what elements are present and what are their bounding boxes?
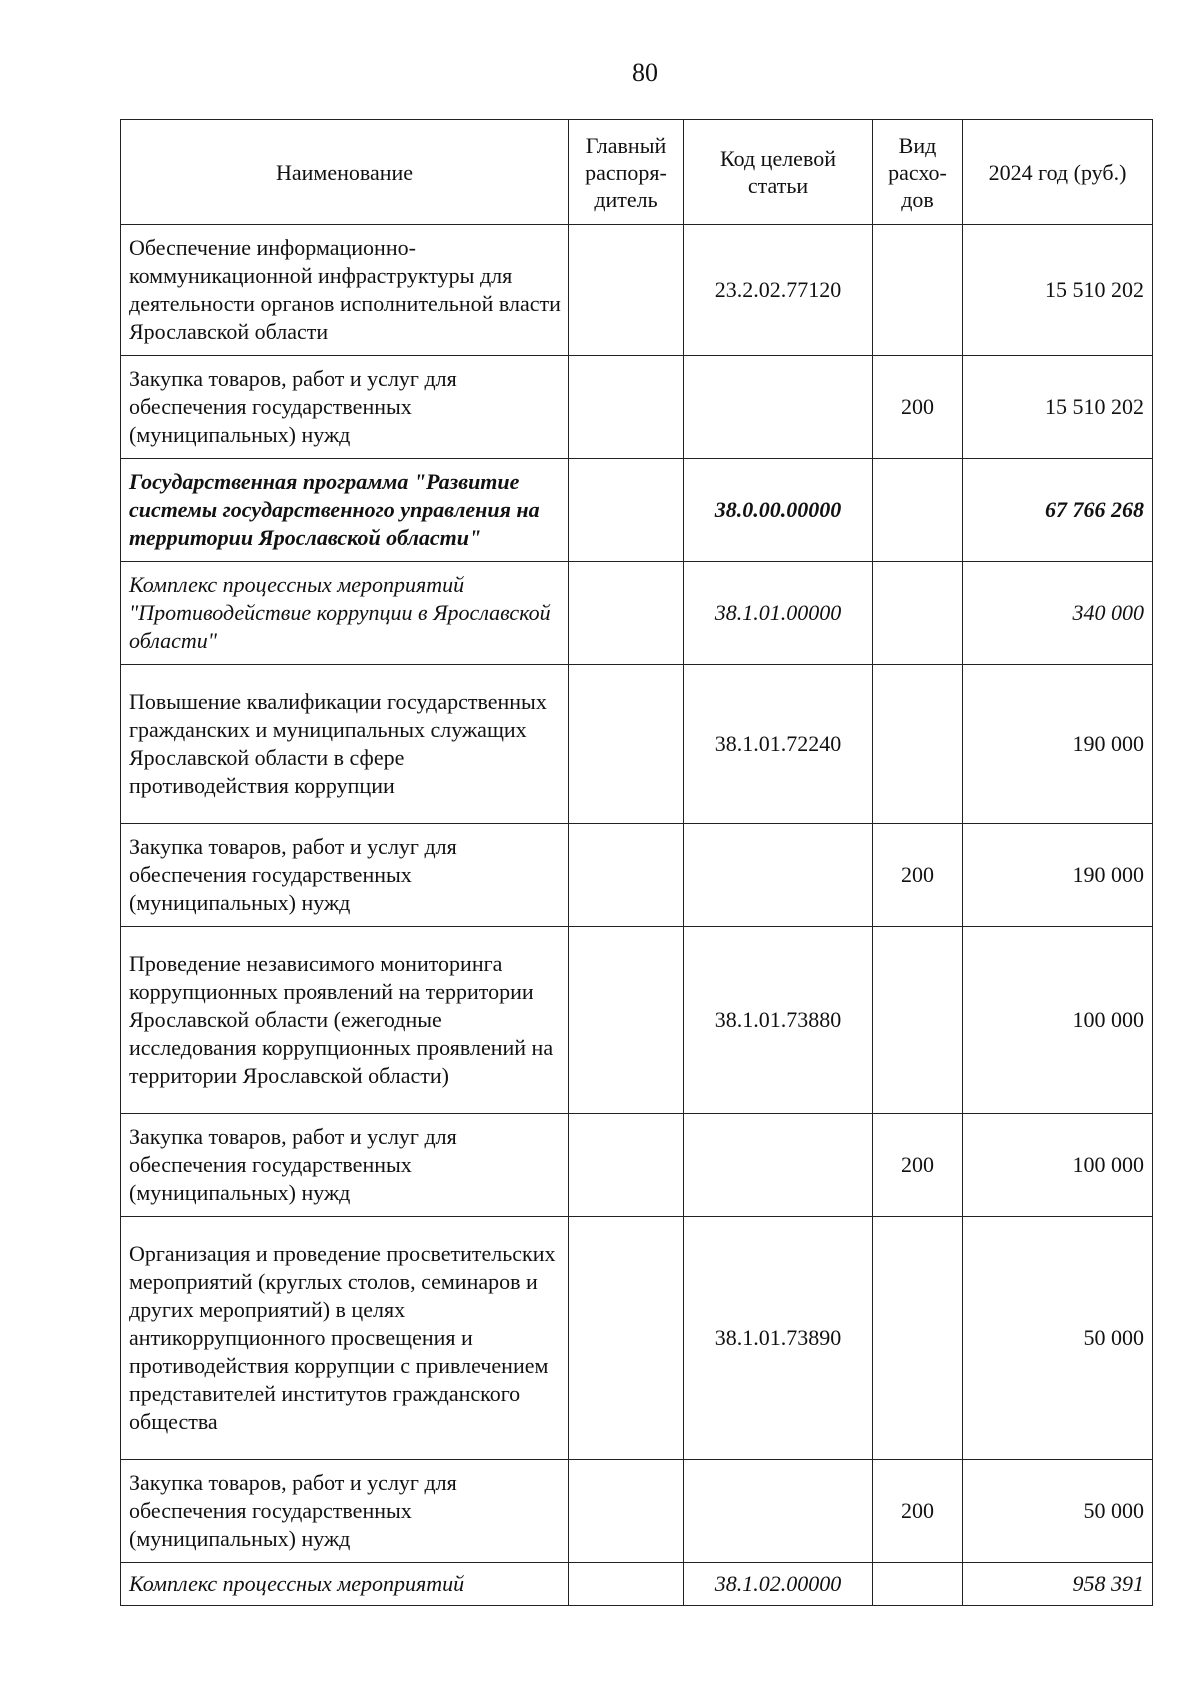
row-admin xyxy=(569,1563,684,1606)
row-name: Повышение квалификации государственных гражданских и муниципальных служащих Ярославской области в сфере противодействия коррупции xyxy=(121,665,569,824)
row-name: Организация и проведение просветительских мероприятий (круглых столов, семинаров и других мероприятий) в целях антикоррупционного просвещения и противодействия коррупции с привлечением представителей институтов гражданского общества xyxy=(121,1217,569,1460)
row-name: Комплекс процессных мероприятий xyxy=(121,1563,569,1606)
row-amount: 67 766 268 xyxy=(963,459,1153,562)
row-type: 200 xyxy=(873,824,963,927)
row-code: 38.1.01.72240 xyxy=(684,665,873,824)
row-name: Закупка товаров, работ и услуг для обеспечения государственных (муниципальных) нужд xyxy=(121,356,569,459)
row-admin xyxy=(569,1217,684,1460)
row-amount: 50 000 xyxy=(963,1460,1153,1563)
row-type xyxy=(873,927,963,1114)
row-code: 38.1.01.00000 xyxy=(684,562,873,665)
row-amount: 100 000 xyxy=(963,927,1153,1114)
row-type xyxy=(873,459,963,562)
row-type xyxy=(873,1217,963,1460)
row-type: 200 xyxy=(873,1114,963,1217)
header-type: Вид расхо-дов xyxy=(873,120,963,225)
row-amount: 100 000 xyxy=(963,1114,1153,1217)
table-row-complex xyxy=(121,1563,1153,1606)
budget-table xyxy=(120,119,1153,1606)
row-code: 38.1.01.73880 xyxy=(684,927,873,1114)
row-code: 23.2.02.77120 xyxy=(684,225,873,356)
row-admin xyxy=(569,824,684,927)
row-admin xyxy=(569,356,684,459)
row-amount: 340 000 xyxy=(963,562,1153,665)
row-code xyxy=(684,1460,873,1563)
table-row xyxy=(121,356,1153,459)
page-number: 80 xyxy=(632,58,658,87)
row-type: 200 xyxy=(873,1460,963,1563)
row-amount: 15 510 202 xyxy=(963,356,1153,459)
row-admin xyxy=(569,459,684,562)
table-row xyxy=(121,665,1153,824)
table-row xyxy=(121,1114,1153,1217)
table-row xyxy=(121,1460,1153,1563)
header-amount: 2024 год (руб.) xyxy=(963,120,1153,225)
row-name: Проведение независимого мониторинга коррупционных проявлений на территории Ярославской области (ежегодные исследования коррупционных проявлений на территории Ярославской области) xyxy=(121,927,569,1114)
row-name: Закупка товаров, работ и услуг для обеспечения государственных (муниципальных) нужд xyxy=(121,824,569,927)
row-code xyxy=(684,356,873,459)
table-row-complex xyxy=(121,562,1153,665)
table-row xyxy=(121,1217,1153,1460)
row-amount: 958 391 xyxy=(963,1563,1153,1606)
row-name: Закупка товаров, работ и услуг для обеспечения государственных (муниципальных) нужд xyxy=(121,1460,569,1563)
row-admin xyxy=(569,927,684,1114)
row-admin xyxy=(569,1460,684,1563)
row-admin xyxy=(569,562,684,665)
row-amount: 190 000 xyxy=(963,665,1153,824)
table-row xyxy=(121,927,1153,1114)
row-name: Закупка товаров, работ и услуг для обеспечения государственных (муниципальных) нужд xyxy=(121,1114,569,1217)
row-code xyxy=(684,1114,873,1217)
row-admin xyxy=(569,665,684,824)
table-header-row xyxy=(121,120,1153,225)
row-code: 38.1.02.00000 xyxy=(684,1563,873,1606)
header-name: Наименование xyxy=(121,120,569,225)
table-row xyxy=(121,225,1153,356)
row-type xyxy=(873,225,963,356)
header-code: Код целевой статьи xyxy=(684,120,873,225)
row-name: Обеспечение информационно-коммуникационной инфраструктуры для деятельности органов исполнительной власти Ярославской области xyxy=(121,225,569,356)
row-name: Государственная программа "Развитие системы государственного управления на территории Ярославской области" xyxy=(121,459,569,562)
row-type xyxy=(873,665,963,824)
table-row xyxy=(121,824,1153,927)
row-amount: 190 000 xyxy=(963,824,1153,927)
row-admin xyxy=(569,225,684,356)
table-row-program xyxy=(121,459,1153,562)
row-amount: 15 510 202 xyxy=(963,225,1153,356)
header-admin: Главный распоря-дитель xyxy=(569,120,684,225)
row-code xyxy=(684,824,873,927)
row-name: Комплекс процессных мероприятий "Противодействие коррупции в Ярославской области" xyxy=(121,562,569,665)
row-code: 38.1.01.73890 xyxy=(684,1217,873,1460)
row-type xyxy=(873,562,963,665)
row-type xyxy=(873,1563,963,1606)
row-admin xyxy=(569,1114,684,1217)
row-type: 200 xyxy=(873,356,963,459)
row-code: 38.0.00.00000 xyxy=(684,459,873,562)
row-amount: 50 000 xyxy=(963,1217,1153,1460)
